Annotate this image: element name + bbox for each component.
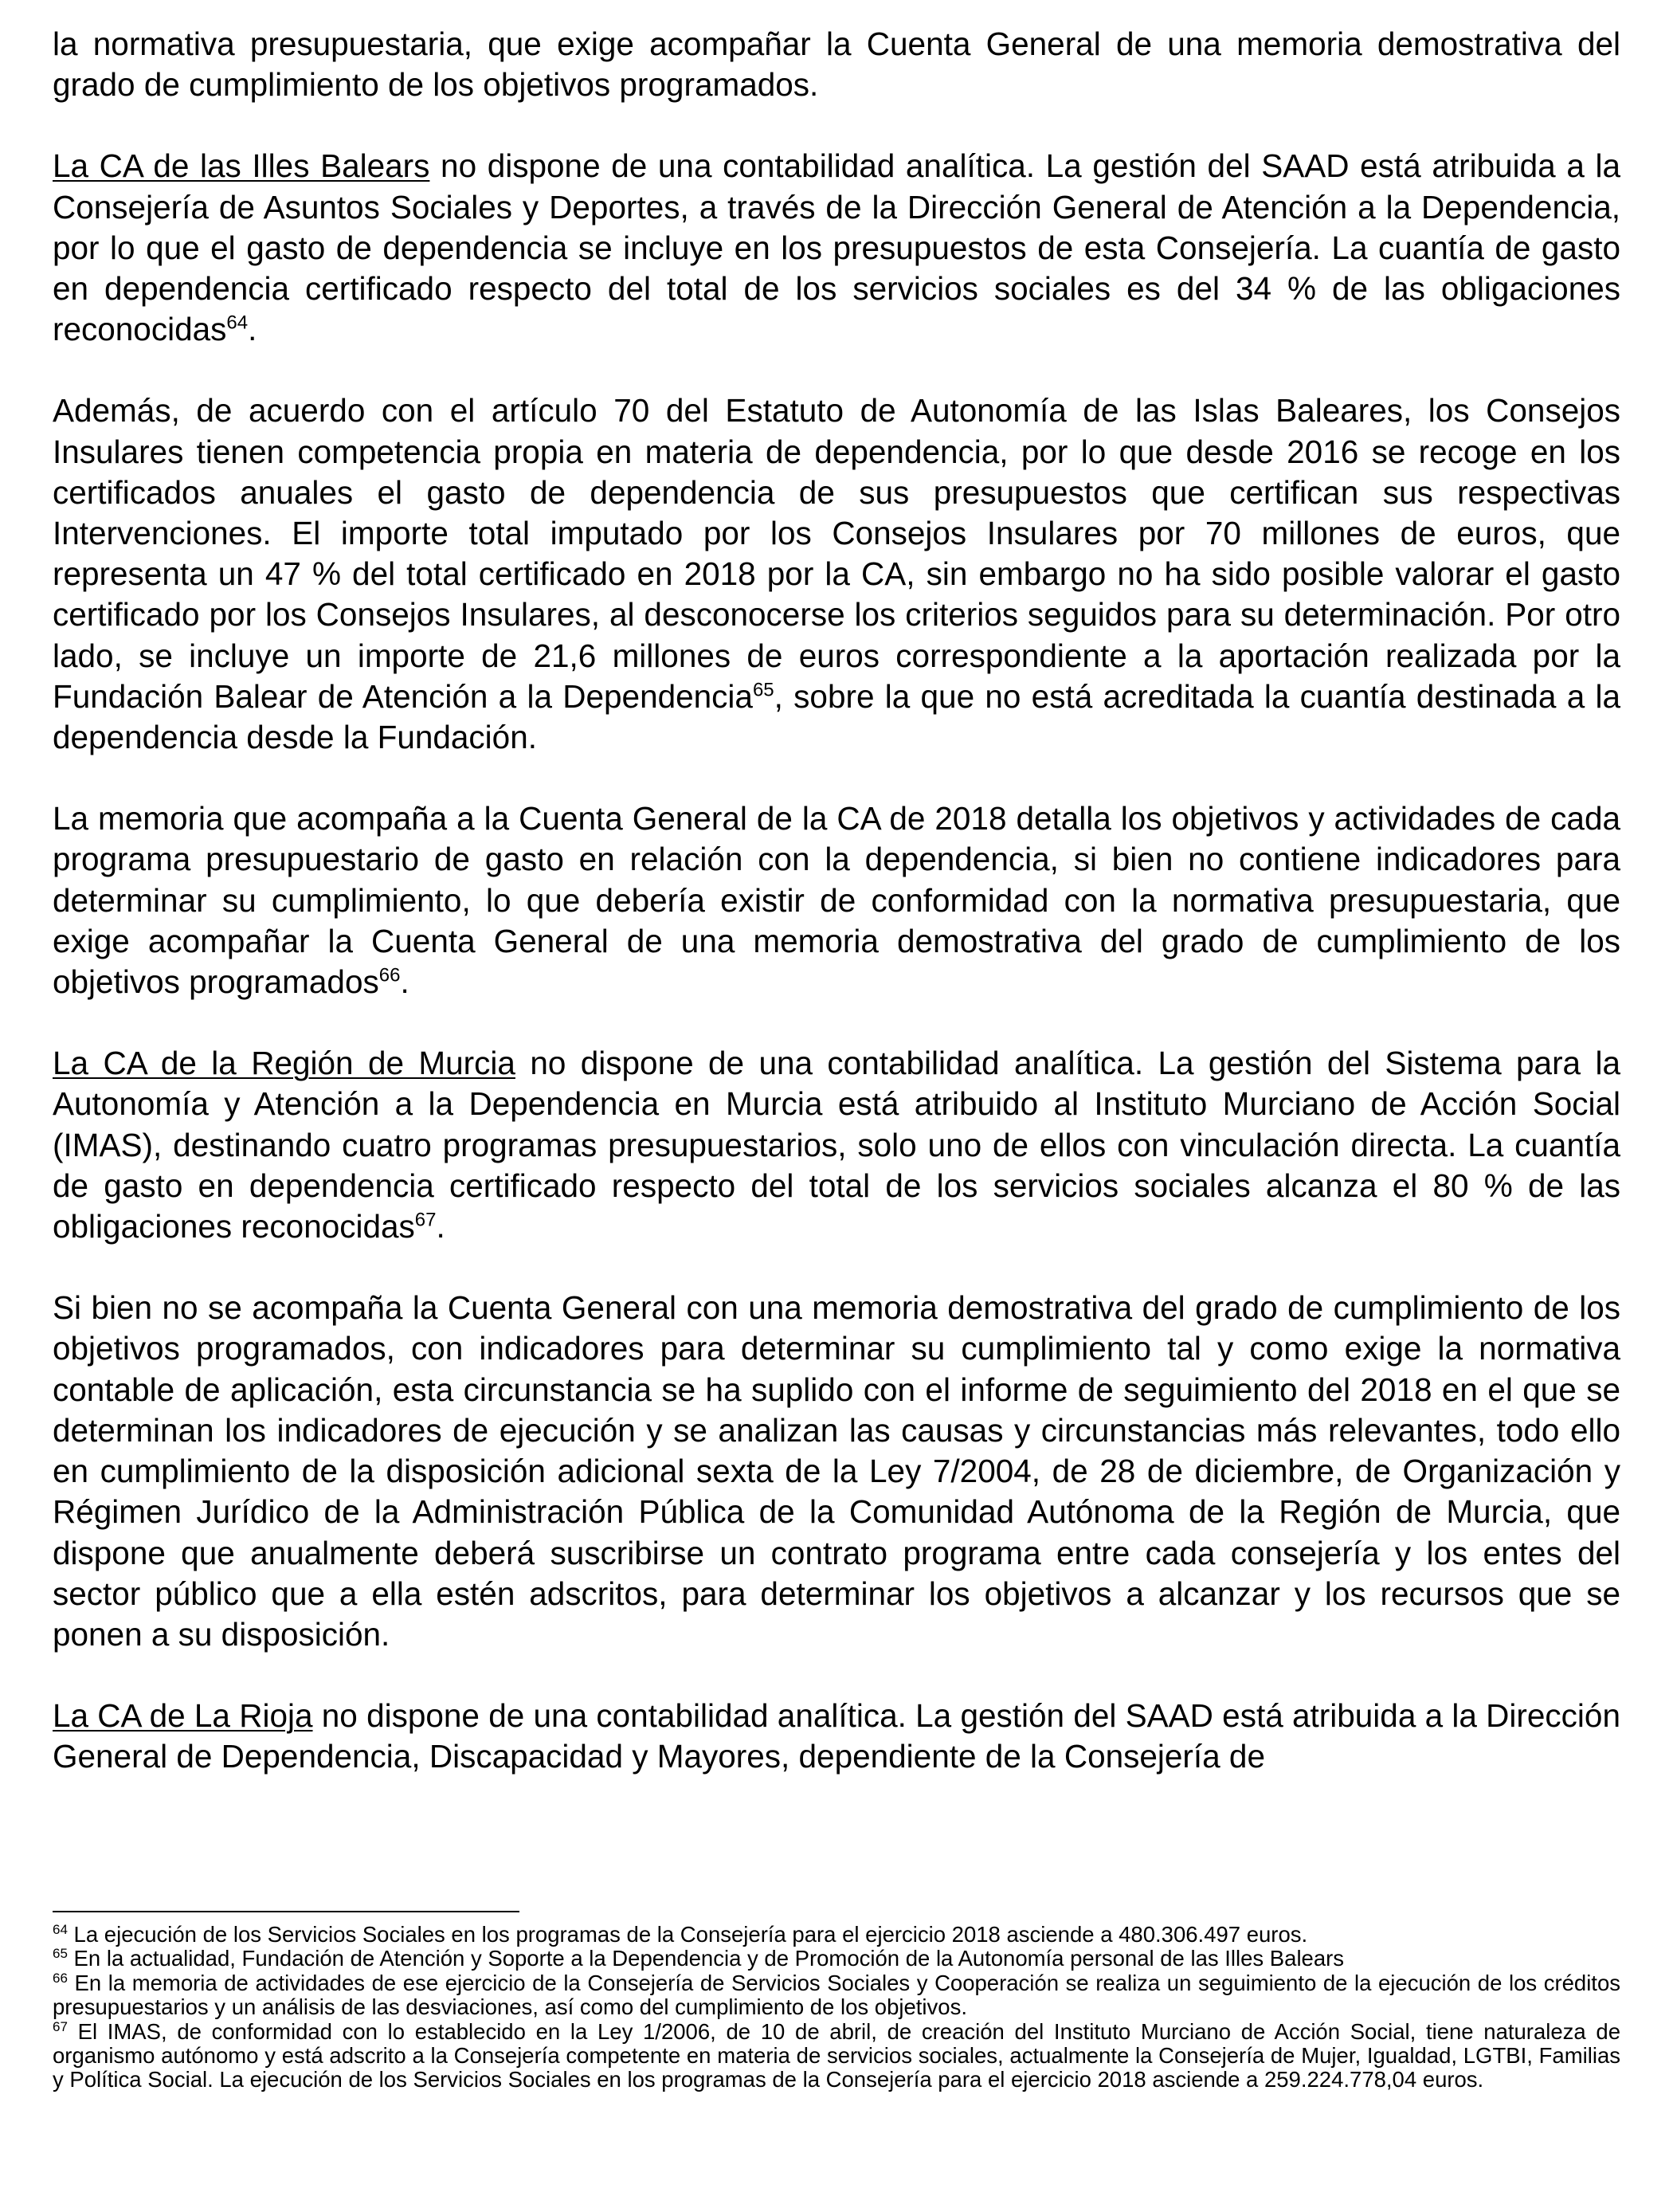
footnote-ref-66[interactable]: 66 [378, 964, 401, 986]
footnote-text: La ejecución de los Servicios Sociales en los programas de la Consejería para el ejercicio 2018 asciende a 480.306.497 euros. [67, 1922, 1308, 1947]
paragraph-illes-balears-end: . [248, 311, 257, 348]
document-body [53, 24, 1620, 1818]
paragraph-illes-balears [53, 146, 1620, 350]
paragraph-consejos-insulares [53, 390, 1620, 758]
paragraph-illes-balears-text: no dispone de una contabilidad analítica. La gestión del SAAD está atribuida a la Consejería de Asuntos Sociales y Deportes, a través de la Dirección General de Atención a la Dependencia, por lo que el gasto de dependencia se incluye en los presupuestos de esta Consejería. La cuantía de gasto en dependencia certificado respecto del total de los servicios sociales es del 34 % de las obligaciones reconocidas [53, 147, 1620, 348]
footnote-65 [53, 1947, 1620, 1971]
paragraph-consejos-insulares-text: Además, de acuerdo con el artículo 70 del Estatuto de Autonomía de las Islas Baleares, los Consejos Insulares tienen competencia propia en materia de dependencia, por lo que desde 2016 se recoge en los certificados anuales el gasto de dependencia de sus presupuestos que certifican sus respectivas Intervenciones. El importe total imputado por los Consejos Insulares por 70 millones de euros, que representa un 47 % del total certificado en 2018 por la CA, sin embargo no ha sido posible valorar el gasto certificado por los Consejos Insulares, al desconocerse los criterios seguidos para su determinación. Por otro lado, se incluye un importe de 21,6 millones de euros correspondiente a la aportación realizada por la Fundación Balear de Atención a la Dependencia [53, 392, 1620, 715]
footnote-text: El IMAS, de conformidad con lo establecido en la Ley 1/2006, de 10 de abril, de creación del Instituto Murciano de Acción Social, tiene naturaleza de organismo autónomo y está adscrito a la Consejería competente en materia de servicios sociales, actualmente la Consejería de Mujer, Igualdad, LGTBI, Familias y Política Social. La ejecución de los Servicios Sociales en los programas de la Consejería para el ejercicio 2018 asciende a 259.224.778,04 euros. [53, 2018, 1620, 2092]
footnote-ref-65[interactable]: 65 [752, 679, 774, 701]
footnote-67 [53, 2020, 1620, 2092]
paragraph-consejos-insulares-end: , sobre la que no está acreditada la cuantía destinada a la dependencia desde la Fundación. [53, 677, 1621, 756]
footnote-number: 67 [53, 2018, 68, 2034]
paragraph-seguimiento [53, 1288, 1620, 1655]
paragraph-1 [53, 24, 1620, 105]
footnote-ref-67[interactable]: 67 [414, 1209, 437, 1231]
footnote-64 [53, 1923, 1620, 1947]
paragraph-murcia-end: . [436, 1208, 445, 1245]
footnote-number: 66 [53, 1970, 68, 1986]
footnotes [53, 1923, 1620, 2092]
paragraph-murcia [53, 1043, 1620, 1247]
paragraph-murcia-text: no dispone de una contabilidad analítica. La gestión del Sistema para la Autonomía y Atención a la Dependencia en Murcia está atribuido al Instituto Murciano de Acción Social (IMAS), destinando cuatro programas presupuestarios, solo uno de ellos con vinculación directa. La cuantía de gasto en dependencia certificado respecto del total de los servicios sociales alcanza el 80 % de las obligaciones reconocidas [53, 1045, 1620, 1245]
footnote-separator [53, 1911, 519, 1912]
footnote-number: 64 [53, 1921, 68, 1937]
paragraph-memoria-text: La memoria que acompaña a la Cuenta General de la CA de 2018 detalla los objetivos y actividades de cada programa presupuestario de gasto en relación con la dependencia, si bien no contiene indicadores para determinar su cumplimiento, lo que debería existir de conformidad con la normativa presupuestaria, que exige acompañar la Cuenta General de una memoria demostrativa del grado de cumplimiento de los objetivos programados [53, 800, 1620, 1001]
footnote-number: 65 [53, 1946, 68, 1962]
footnote-text: En la actualidad, Fundación de Atención y Soporte a la Dependencia y de Promoción de la Autonomía personal de las Illes Balears [67, 1946, 1345, 1971]
footnote-66 [53, 1971, 1620, 2020]
heading-link-murcia: La CA de la Región de Murcia [53, 1045, 515, 1082]
paragraph-1-text: la normativa presupuestaria, que exige acompañar la Cuenta General de una memoria demostrativa del grado de cumplimiento de los objetivos programados. [53, 25, 1620, 104]
paragraph-la-rioja-text: no dispone de una contabilidad analítica. La gestión del SAAD está atribuida a la Dirección General de Dependencia, Discapacidad y Mayores, dependiente de la Consejería de [53, 1697, 1620, 1775]
footnote-ref-64[interactable]: 64 [226, 312, 249, 334]
footnote-text: En la memoria de actividades de ese ejercicio de la Consejería de Servicios Sociales y Cooperación se realiza un seguimiento de la ejecución de los créditos presupuestarios y un análisis de las desviaciones, así como del cumplimiento de los objetivos. [53, 1970, 1620, 2020]
heading-link-la-rioja: La CA de La Rioja [53, 1697, 313, 1735]
paragraph-memoria [53, 798, 1620, 1002]
paragraph-la-rioja [53, 1696, 1620, 1777]
paragraph-seguimiento-text: Si bien no se acompaña la Cuenta General con una memoria demostrativa del grado de cumplimiento de los objetivos programados, con indicadores para determinar su cumplimiento tal y como exige la normativa contable de aplicación, esta circunstancia se ha suplido con el informe de seguimiento del 2018 en el que se determinan los indicadores de ejecución y se analizan las causas y circunstancias más relevantes, todo ello en cumplimiento de la disposición adicional sexta de la Ley 7/2004, de 28 de diciembre, de Organización y Régimen Jurídico de la Administración Pública de la Comunidad Autónoma de la Región de Murcia, que dispone que anualmente deberá suscribirse un contrato programa entre cada consejería y los entes del sector público que a ella estén adscritos, para determinar los objetivos a alcanzar y los recursos que se ponen a su disposición. [53, 1289, 1620, 1653]
paragraph-memoria-end: . [400, 963, 409, 1001]
heading-link-illes-balears: La CA de las Illes Balears [53, 147, 430, 185]
